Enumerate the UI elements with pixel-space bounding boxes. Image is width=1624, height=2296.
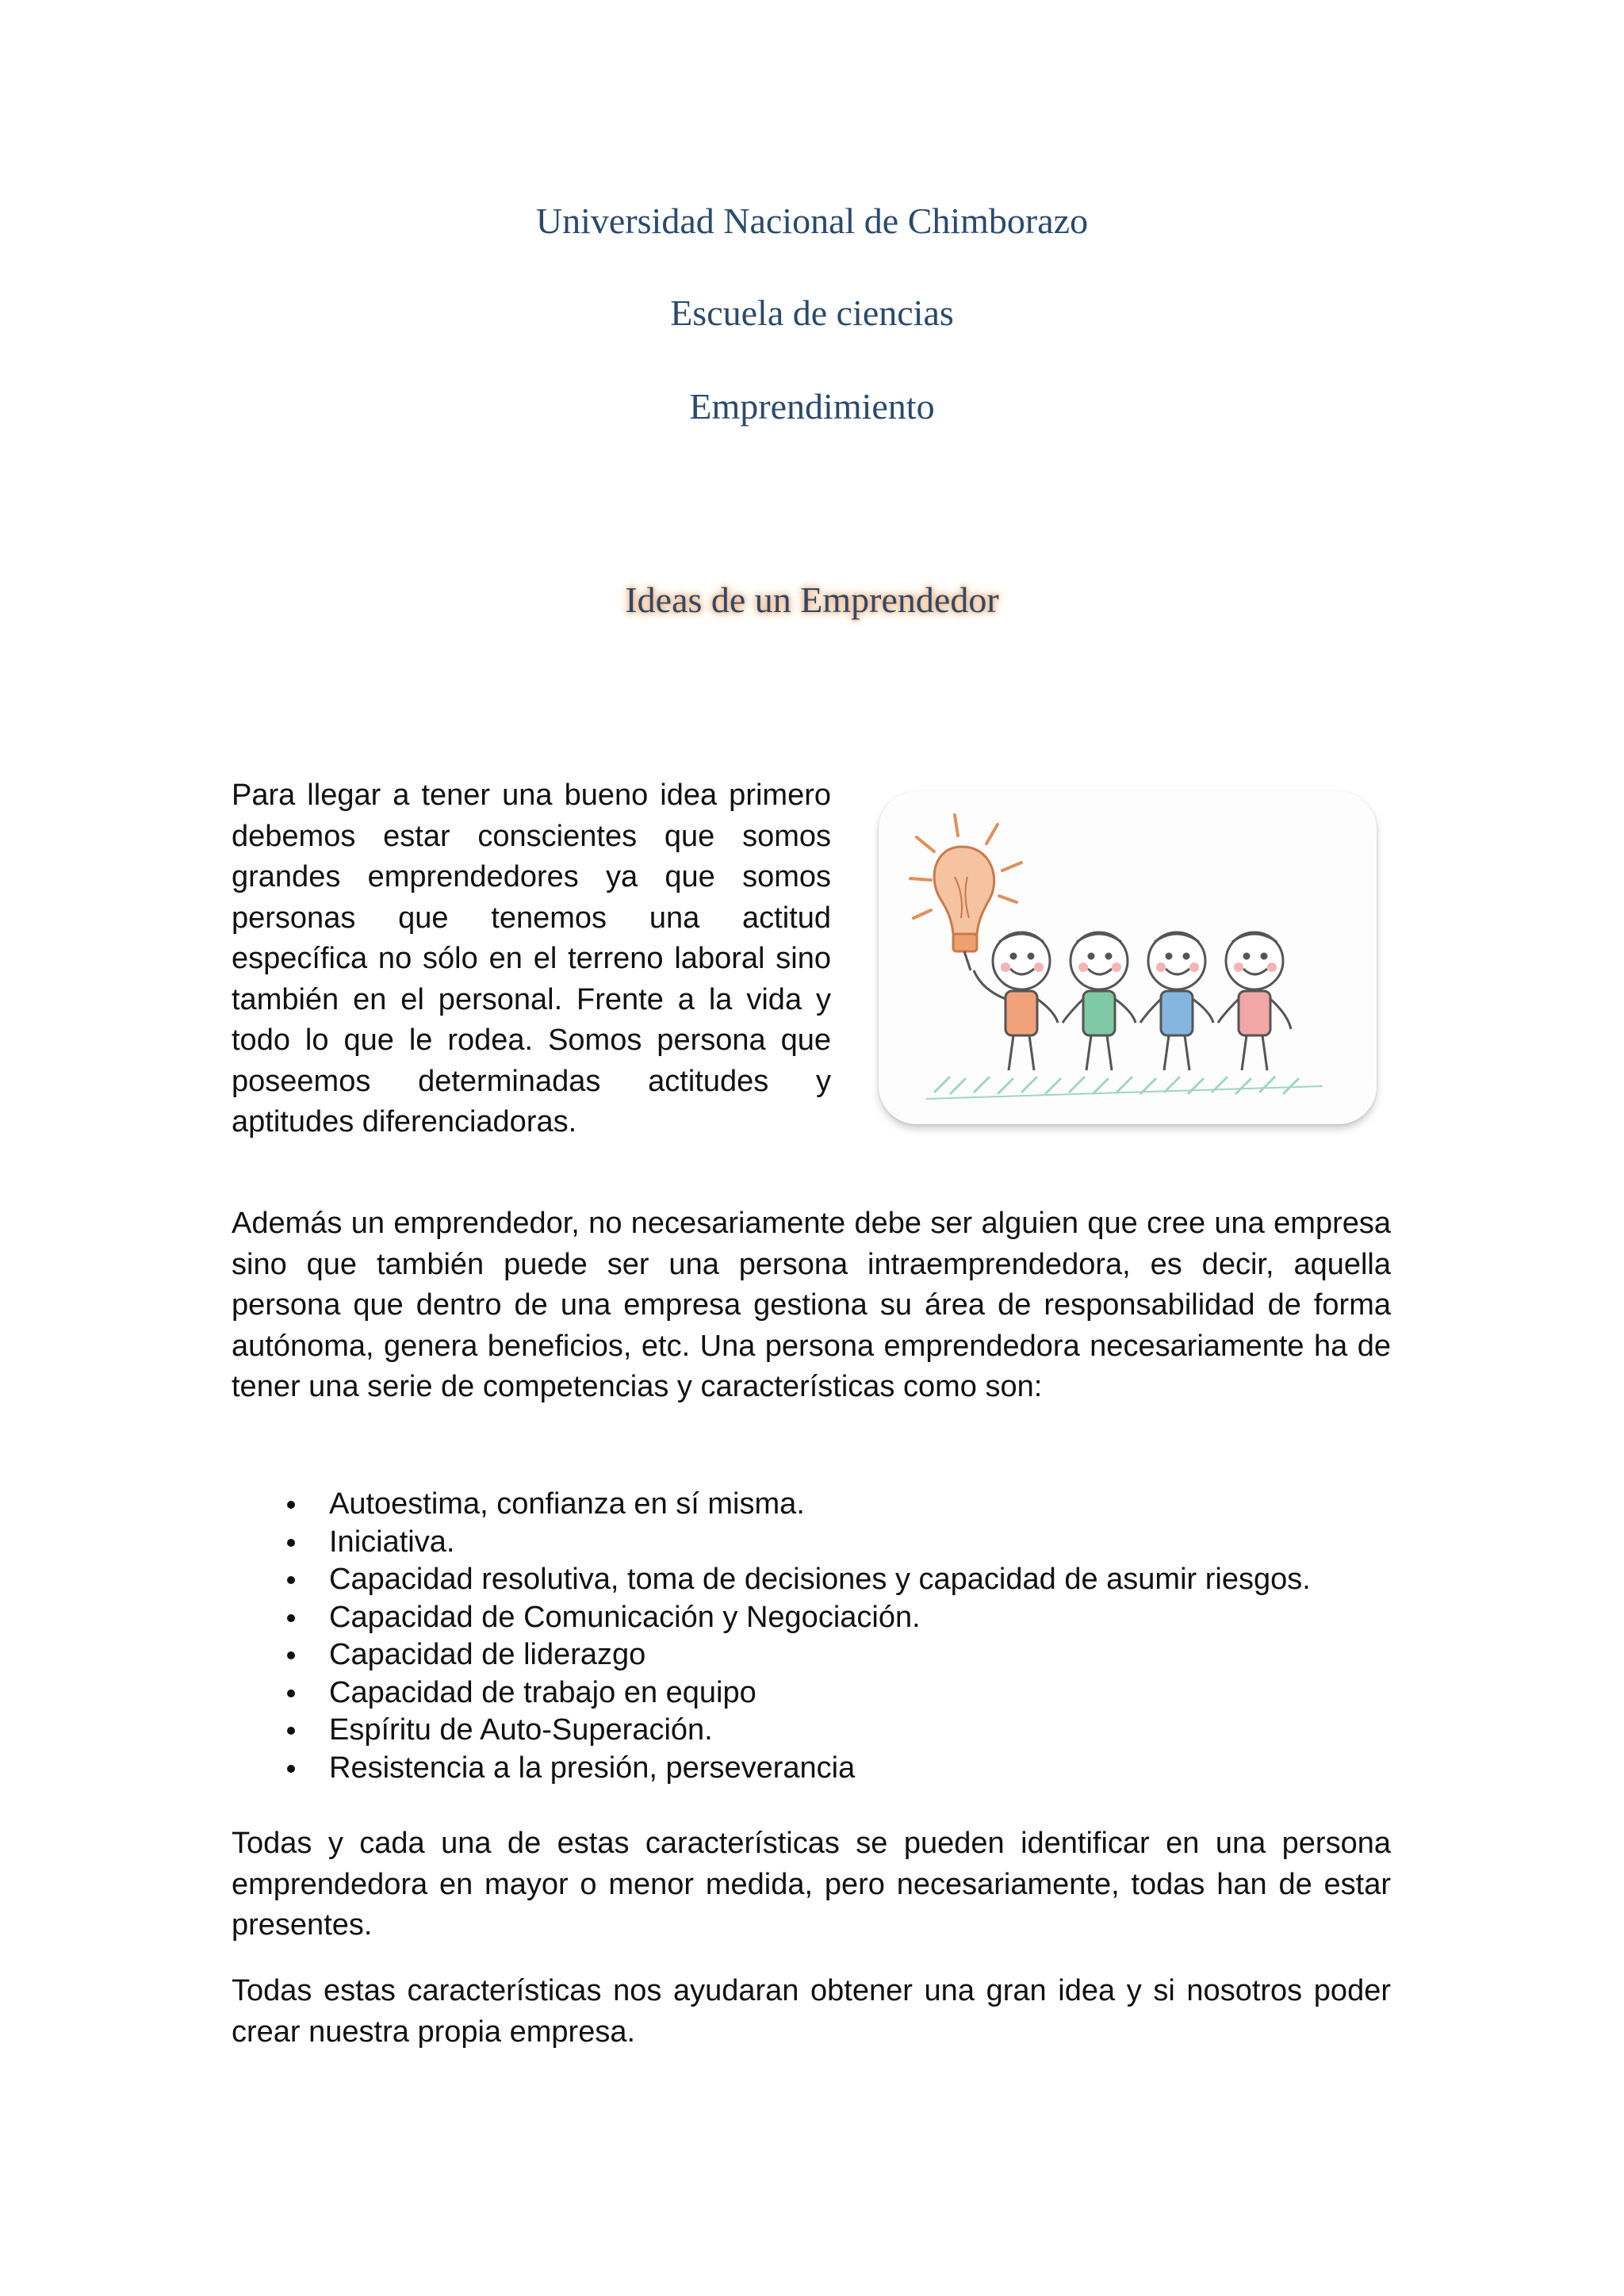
smiling-figure-icon <box>974 932 1058 1070</box>
smiling-figure-icon <box>1218 932 1291 1070</box>
list-item <box>278 1750 1404 1788</box>
university-name: Universidad Nacional de Chimborazo <box>535 201 1089 241</box>
list-item <box>278 1561 1404 1599</box>
list-item-text: Iniciativa. <box>329 1525 455 1559</box>
bullet-icon <box>287 1689 295 1697</box>
course-name: Emprendimiento <box>689 386 935 427</box>
list-item <box>278 1524 1404 1562</box>
list-item-text: Capacidad de trabajo en equipo <box>329 1675 756 1709</box>
intro-paragraph: Para llegar a tener una bueno idea primero debemos estar conscientes que somos grandes emprendedores ya que somos personas que tenemos una actitud específica no sólo en el terreno laboral sino también en el personal. Frente a la vida y todo lo que le rodea. Somos persona que poseemos determinadas actitudes y aptitudes diferenciadoras. <box>232 779 831 1138</box>
smiling-figure-icon <box>1063 932 1136 1070</box>
document-title: Ideas de un Emprendedor <box>625 580 999 620</box>
list-item-text: Resistencia a la presión, perseverancia <box>329 1751 856 1785</box>
third-paragraph: Todas y cada una de estas características se pueden identificar en una persona emprendedora en mayor o menor medida, pero necesariamente, todas han de estar presentes. <box>232 1827 1391 1942</box>
bullet-icon <box>287 1727 295 1735</box>
bullet-icon <box>287 1501 295 1509</box>
bullet-icon <box>287 1539 295 1547</box>
list-item <box>278 1599 1404 1637</box>
list-item-text: Capacidad de Comunicación y Negociación. <box>329 1600 921 1634</box>
entrepreneurs-drawing <box>879 791 1377 1124</box>
smiling-figure-icon <box>1140 932 1213 1070</box>
list-item <box>278 1486 1404 1524</box>
list-item <box>278 1712 1404 1750</box>
entrepreneurs-illustration <box>879 791 1377 1124</box>
list-item-text: Capacidad resolutiva, toma de decisiones y capacidad de asumir riesgos. <box>329 1563 1311 1596</box>
list-item-text: Espíritu de Auto-Superación. <box>329 1713 713 1747</box>
grass-decoration <box>926 1077 1323 1099</box>
list-item <box>278 1674 1404 1712</box>
second-paragraph: Además un emprendedor, no necesariamente debe ser alguien que cree una empresa sino que también puede ser una persona intraemprendedora, es decir, aquella persona que dentro de una empresa gestiona su área de responsabilidad de forma autónoma, genera beneficios, etc. Una persona emprendedora necesariamente ha de tener una serie de competencias y características como son: <box>232 1207 1391 1403</box>
bullet-icon <box>287 1651 295 1659</box>
list-item <box>278 1636 1404 1674</box>
list-item-text: Autoestima, confianza en sí misma. <box>329 1487 805 1521</box>
list-item-text: Capacidad de liderazgo <box>329 1638 646 1671</box>
bullet-icon <box>287 1576 295 1584</box>
school-name: Escuela de ciencias <box>670 293 954 333</box>
characteristics-list <box>278 1486 1404 1787</box>
bullet-icon <box>287 1765 295 1773</box>
fourth-paragraph: Todas estas características nos ayudaran obtener una gran idea y si nosotros poder crear nuestra propia empresa. <box>232 1974 1391 2049</box>
bullet-icon <box>287 1614 295 1622</box>
